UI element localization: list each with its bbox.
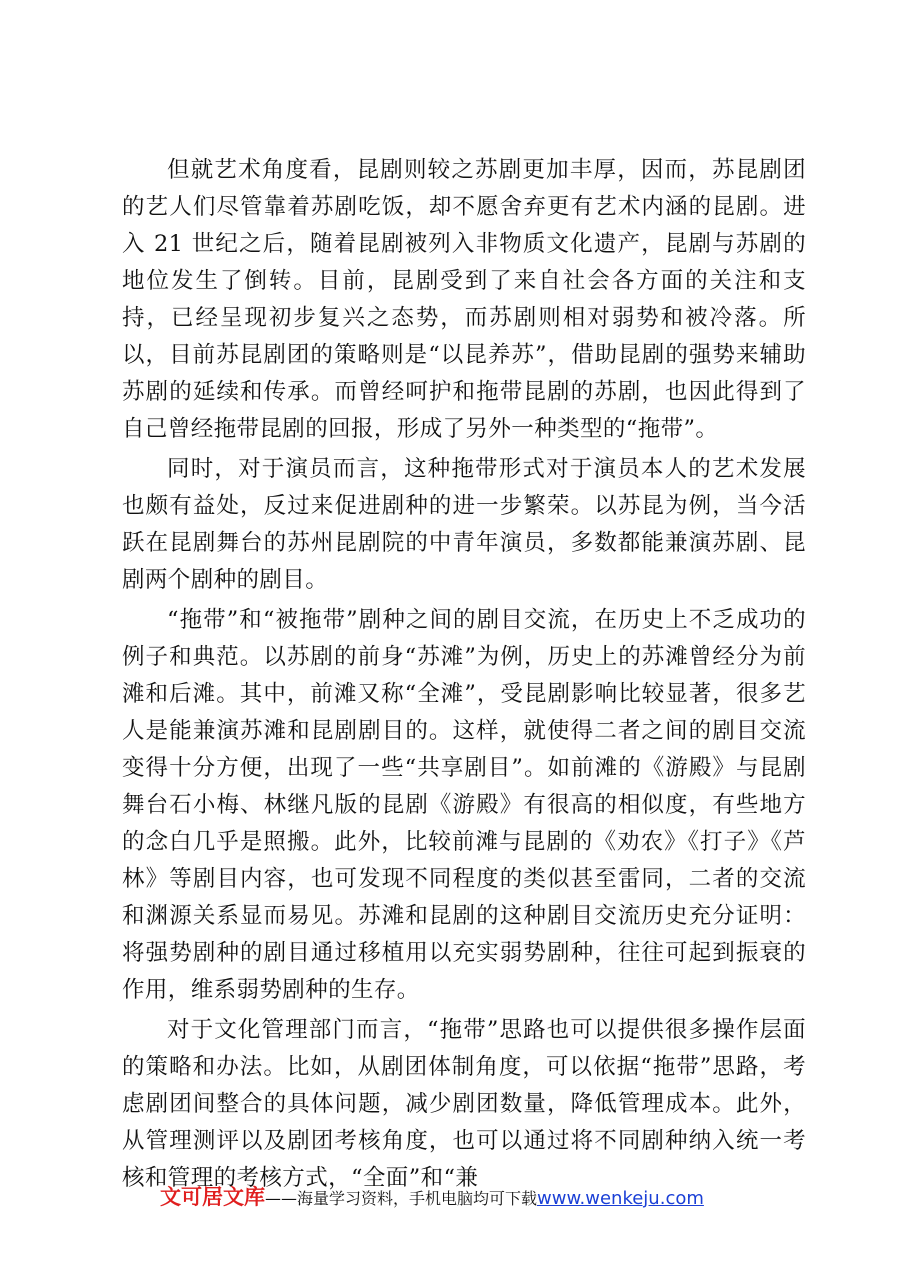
- paragraph-2: 同时，对于演员而言，这种拖带形式对于演员本人的艺术发展也颇有益处，反过来促进剧种的进一步繁荣。以苏昆为例，当今活跃在昆剧舞台的苏州昆剧院的中青年演员，多数都能兼演苏剧、昆剧两个剧种的剧目。: [122, 456, 806, 593]
- footer-slogan: ——海量学习资料，手机电脑均可下载: [265, 1189, 538, 1208]
- paragraph-3: “拖带”和“被拖带”剧种之间的剧目交流，在历史上不乏成功的例子和典范。以苏剧的前身“苏滩”为例，历史上的苏滩曾经分为前滩和后滩。其中，前滩又称“全滩”，受昆剧影响比较显著，很多艺人是能兼演苏滩和昆剧剧目的。这样，就使得二者之间的剧目交流变得十分方便，出现了一些“共享剧目”。如前滩的《游殿》与昆剧舞台石小梅、林继凡版的昆剧《游殿》有很高的相似度，有些地方的念白几乎是照搬。此外，比较前滩与昆剧的《劝农》《打子》《芦林》等剧目内容，也可发现不同程度的类似甚至雷同，二者的交流和渊源关系显而易见。苏滩和昆剧的这种剧目交流历史充分证明：将强势剧种的剧目通过移植用以充实弱势剧种，往往可起到振衰的作用，维系弱势剧种的生存。: [122, 607, 806, 1003]
- article-body: [122, 152, 806, 1197]
- website-link[interactable]: www.wenkeju.com: [537, 1188, 704, 1209]
- paragraph-1: 但就艺术角度看，昆剧则较之苏剧更加丰厚，因而，苏昆剧团的艺人们尽管靠着苏剧吃饭，却不愿舍弃更有艺术内涵的昆剧。进入 21 世纪之后，随着昆剧被列入非物质文化遗产，昆剧与苏剧的地位发生了倒转。目前，昆剧受到了来自社会各方面的关注和支持，已经呈现初步复兴之态势，而苏剧则相对弱势和被冷落。所以，目前苏昆剧团的策略则是“以昆养苏”，借助昆剧的强势来辅助苏剧的延续和传承。而曾经呵护和拖带昆剧的苏剧，也因此得到了自己曾经拖带昆剧的回报，形成了另外一种类型的“拖带”。: [122, 157, 806, 442]
- paragraph-4: 对于文化管理部门而言，“拖带”思路也可以提供很多操作层面的策略和办法。比如，从剧团体制角度，可以依据“拖带”思路，考虑剧团间整合的具体问题，减少剧团数量，降低管理成本。此外，从管理测评以及剧团考核角度，也可以通过将不同剧种纳入统一考核和管理的考核方式，“全面”和“兼: [122, 1017, 806, 1191]
- footer-banner: [160, 1183, 800, 1211]
- brand-name: 文可居文库: [160, 1185, 265, 1209]
